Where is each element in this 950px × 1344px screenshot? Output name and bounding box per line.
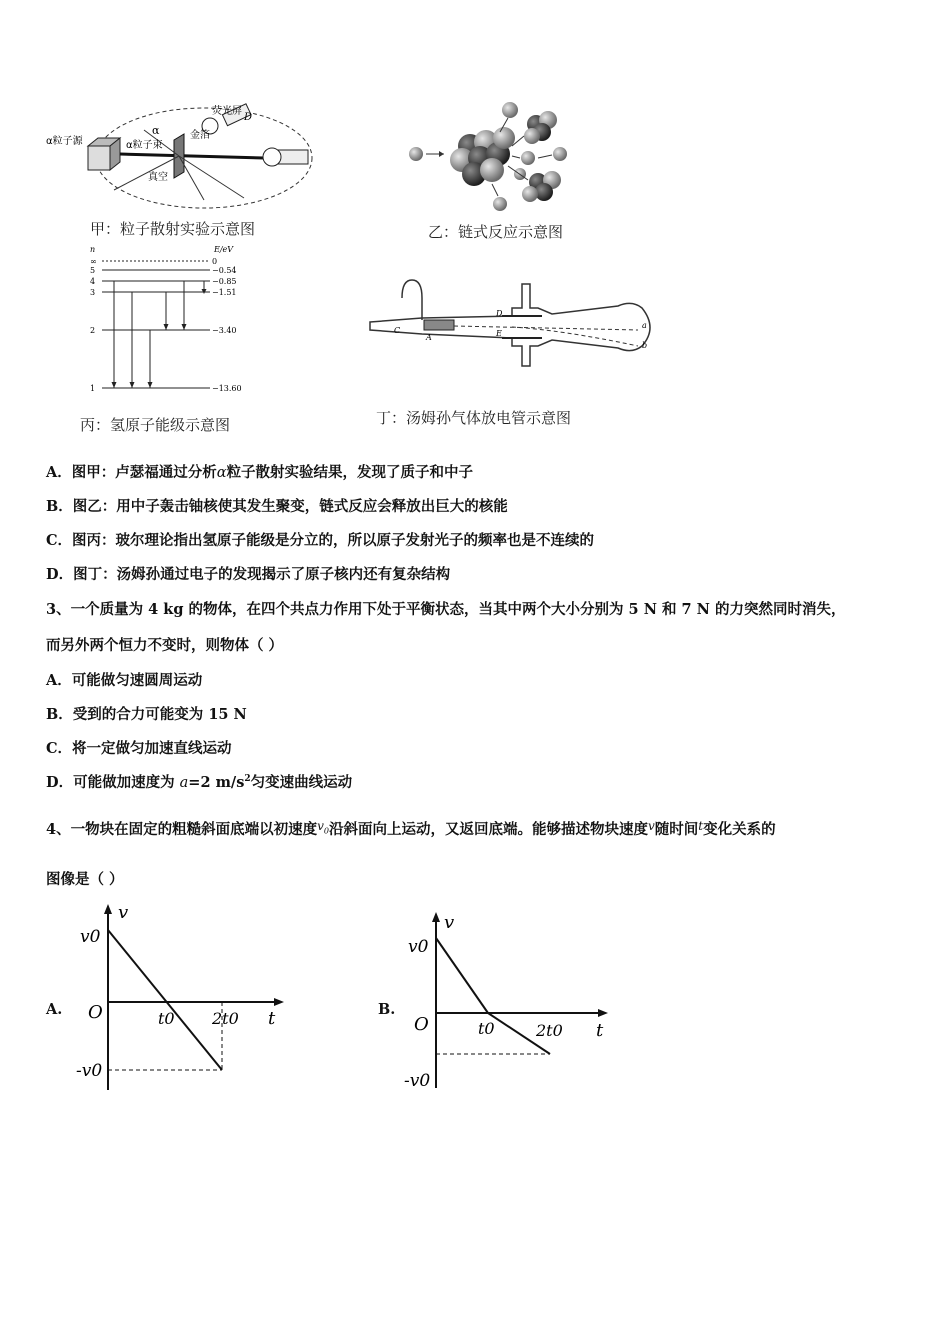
energy-level-n: 3	[90, 288, 96, 297]
stem-text: 4、一物块在固定的粗糙斜面底端以初速度	[46, 821, 318, 838]
option-label: D．	[46, 774, 74, 791]
thomson-tube-figure	[362, 270, 662, 380]
option-text: 将一定做匀加速直线运动	[72, 740, 232, 757]
acceleration-symbol: a	[179, 775, 189, 791]
alpha-symbol: α	[216, 465, 227, 481]
option-label: A．	[46, 464, 72, 481]
graph-b-origin: O	[414, 1014, 429, 1035]
q2-option-c[interactable]	[46, 529, 594, 550]
energy-level-n: 1	[90, 384, 96, 393]
label-point-a: a	[642, 321, 647, 330]
label-e: E	[496, 329, 502, 338]
q3-option-b[interactable]	[46, 703, 247, 724]
energy-level-value: −1.51	[212, 288, 237, 297]
t-symbol: t	[698, 819, 704, 833]
graph-b-v0: v0	[408, 937, 429, 957]
graph-a	[72, 900, 292, 1100]
figure-yi-caption: 乙：链式反应示意图	[428, 223, 564, 241]
label-n-header: n	[90, 245, 96, 254]
energy-level-value: −13.60	[212, 384, 242, 393]
stem-text: 随时间	[654, 821, 699, 838]
graph-a-t0: t0	[158, 1009, 175, 1028]
energy-level-n: 5	[90, 266, 96, 275]
figure-bing-caption: 丙：氢原子能级示意图	[80, 416, 231, 434]
superscript: 2	[244, 774, 251, 785]
q3-stem-line1: 3、一个质量为 4 kg 的物体，在四个共点力作用下处于平衡状态，当其中两个大小分别为 5 N 和 7 N 的力突然同时消失，	[46, 601, 846, 618]
stem-text: 变化关系的	[703, 821, 776, 838]
q2-option-b[interactable]	[46, 495, 508, 516]
q3-option-c[interactable]	[46, 737, 232, 758]
graph-a-origin: O	[88, 1002, 103, 1023]
label-microscope: D	[244, 112, 253, 123]
graph-a-v0: v0	[80, 927, 101, 947]
option-text: 图丁：汤姆孙通过电子的发现揭示了原子核内还有复杂结构	[73, 566, 451, 583]
graph-a-2t0: 2t0	[212, 1009, 239, 1028]
option-text: 图丙：玻尔理论指出氢原子能级是分立的，所以原子发射光子的频率也是不连续的	[72, 532, 595, 549]
graph-a-t-axis: t	[268, 1008, 276, 1029]
stem-text: 沿斜面向上运动，又返回底端。能够描述物块速度	[328, 821, 648, 838]
graph-b-neg-v0: -v0	[404, 1071, 431, 1091]
energy-level-n: 2	[90, 326, 96, 335]
label-a-plate: A	[426, 333, 432, 342]
graph-b-option-label[interactable]: B.	[378, 1001, 396, 1018]
option-text: 粒子散射实验结果，发现了质子和中子	[226, 464, 474, 481]
figure-ding-caption: 丁：汤姆孙气体放电管示意图	[376, 409, 572, 427]
label-point-b: b	[642, 341, 648, 350]
graph-a-neg-v0: -v0	[76, 1061, 103, 1081]
q3-stem-line2: 而另外两个恒力不变时，则物体（ ）	[46, 637, 284, 654]
label-alpha-beam: α粒子束	[126, 140, 163, 151]
graph-b-2t0: 2t0	[536, 1021, 563, 1040]
q3-option-a[interactable]	[46, 669, 202, 690]
graph-b-t-axis: t	[596, 1020, 604, 1041]
option-label: C．	[46, 532, 73, 549]
hydrogen-energy-level-figure	[84, 238, 284, 398]
option-label: A．	[46, 672, 72, 689]
option-text: 受到的合力可能变为 15 N	[72, 706, 247, 723]
v0-symbol: v0	[317, 819, 329, 836]
option-text: 匀变速曲线运动	[250, 774, 353, 791]
q4-stem-line2: 图像是（ ）	[46, 871, 124, 888]
figure-jia-caption: 甲：粒子散射实验示意图	[90, 220, 256, 238]
energy-level-value: −0.54	[212, 266, 237, 275]
q2-option-a[interactable]	[46, 461, 473, 482]
energy-level-n: 4	[90, 277, 96, 286]
label-e-header: E/eV	[214, 245, 234, 254]
graph-b	[400, 908, 620, 1098]
graph-a-option-label[interactable]: A.	[46, 1001, 63, 1018]
graph-b-v-axis: v	[444, 912, 455, 933]
label-screen: 荧光屏	[212, 106, 242, 117]
option-text: 图甲：卢瑟福通过分析	[71, 464, 217, 481]
v-symbol: v	[647, 819, 655, 833]
option-label: C．	[46, 740, 73, 757]
option-text: =2 m/s	[188, 774, 245, 791]
label-gold-foil: 金箔	[190, 130, 210, 141]
option-text: 可能做加速度为	[73, 774, 180, 791]
energy-level-n: ∞	[90, 257, 97, 266]
label-c: C	[394, 326, 401, 335]
graph-b-t0: t0	[478, 1019, 495, 1038]
label-d: D	[496, 309, 503, 318]
energy-level-value: −0.85	[212, 277, 237, 286]
q3-option-d[interactable]	[46, 771, 352, 792]
q4-stem-line1	[46, 818, 776, 839]
label-alpha-source: α粒子源	[46, 136, 83, 147]
label-vacuum: 真空	[148, 172, 168, 183]
rutherford-scattering-figure	[44, 100, 324, 220]
option-text: 可能做匀速圆周运动	[71, 672, 203, 689]
chain-reaction-figure	[400, 96, 580, 216]
option-label: B．	[46, 498, 73, 515]
option-label: B．	[46, 706, 73, 723]
option-text: 图乙：用中子轰击铀核使其发生聚变，链式反应会释放出巨大的核能	[72, 498, 508, 515]
energy-level-value: −3.40	[212, 326, 237, 335]
graph-a-v-axis: v	[118, 902, 129, 923]
q2-option-d[interactable]	[46, 563, 450, 584]
label-alpha: α	[152, 124, 160, 137]
option-label: D．	[46, 566, 74, 583]
energy-level-value: 0	[212, 257, 218, 266]
